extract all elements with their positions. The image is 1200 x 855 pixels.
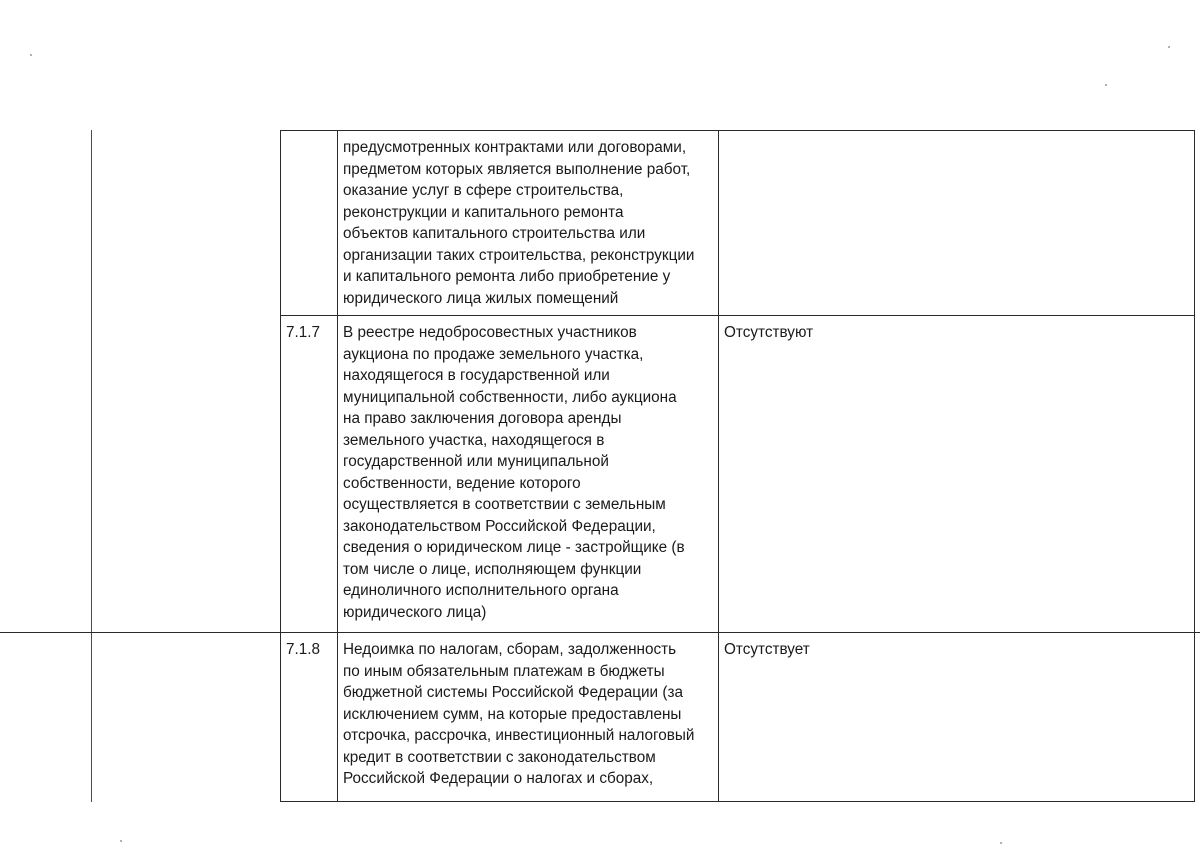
scan-speck <box>120 840 122 842</box>
item-number <box>281 131 338 316</box>
table-row <box>281 316 1195 633</box>
item-value: Отсутствуют <box>719 316 1195 633</box>
item-description: Недоимка по налогам, сборам, задолженность по иным обязательным платежам в бюджеты бюджетной системы Российской Федерации (за исключением сумм, на которые предоставлены отсрочка, рассрочка, инвестиционный налоговый кредит в соответствии с законодательством Российской Федерации о налогах и сборах, <box>338 633 719 802</box>
table-row <box>281 131 1195 316</box>
left-margin-rule <box>91 130 92 802</box>
item-number: 7.1.7 <box>281 316 338 633</box>
scan-speck <box>1000 842 1002 844</box>
page-divider-rule <box>0 632 1200 633</box>
table-row <box>281 633 1195 802</box>
item-description: В реестре недобросовестных участников аукциона по продаже земельного участка, находящегося в государственной или муниципальной собственности, либо аукциона на право заключения договора аренды земельного участка, находящегося в государственной или муниципальной собственности, ведение которого осуществляется в соответствии с земельным законодательством Российской Федерации, сведения о юридическом лице - застройщике (в том числе о лице, исполняющем функции единоличного исполнительного органа юридического лица) <box>338 316 719 633</box>
scan-speck <box>1105 84 1107 86</box>
scan-speck <box>30 54 32 56</box>
item-description: предусмотренных контрактами или договорами, предметом которых является выполнение работ, оказание услуг в сфере строительства, реконструкции и капитального ремонта объектов капитального строительства или организации таких строительства, реконструкции и капитального ремонта либо приобретение у юридического лица жилых помещений <box>338 131 719 316</box>
item-value: Отсутствует <box>719 633 1195 802</box>
item-value <box>719 131 1195 316</box>
scan-speck <box>1168 46 1170 48</box>
document-table <box>280 130 1195 802</box>
item-number: 7.1.8 <box>281 633 338 802</box>
